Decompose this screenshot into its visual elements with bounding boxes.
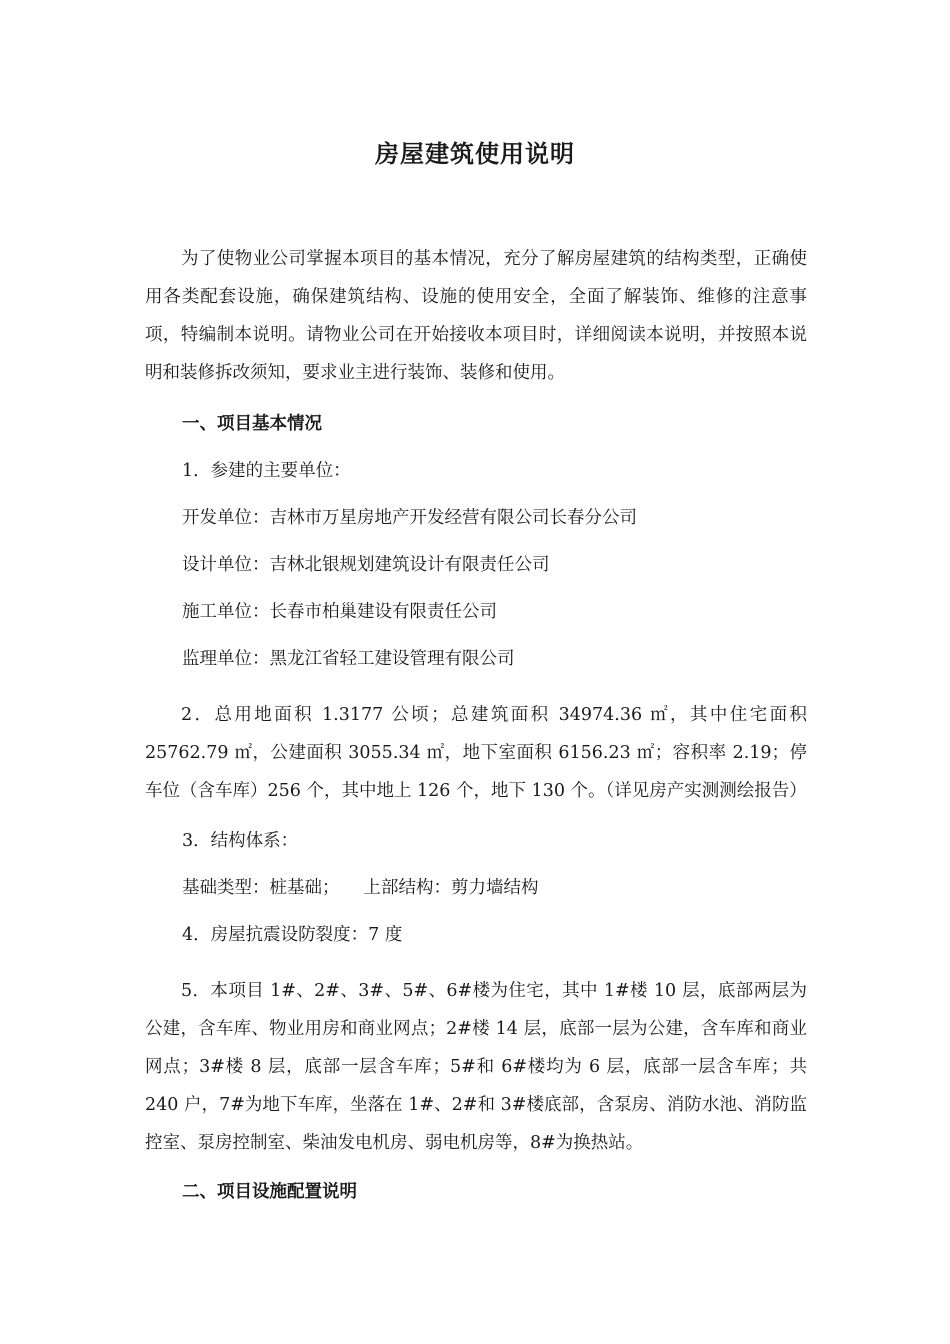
item-2-paragraph: 2．总用地面积 1.3177 公顷；总建筑面积 34974.36 ㎡，其中住宅面积 25762.79 ㎡，公建面积 3055.34 ㎡，地下室面积 6156.23 ㎡；容积率 2.19；停车位（含车库）256 个，其中地上 126 个，地下 130 个。（详见房产实测测绘报告） xyxy=(145,705,807,801)
item-5-paragraph: 5．本项目 1#、2#、3#、5#、6#楼为住宅，其中 1#楼 10 层，底部两层为公建，含车库、物业用房和商业网点；2#楼 14 层，底部一层为公建，含车库和商业网点；3#楼 8 层，底部一层含车库；5#和 6#楼均为 6 层，底部一层含车库；共 240 户，7#为地下车库，坐落在 1#、2#和 3#楼底部，含泵房、消防水池、消防监控室、泵房控制室、柴油发电机房、弱电机房等，8#为换热站。 xyxy=(145,981,807,1153)
section-2-heading: 二、项目设施配置说明 xyxy=(182,1182,357,1202)
designer-line: 设计单位：吉林北银规划建筑设计有限责任公司 xyxy=(182,555,550,575)
developer-line: 开发单位：吉林市万星房地产开发经营有限公司长春分公司 xyxy=(182,508,637,528)
supervisor-line: 监理单位：黑龙江省轻工建设管理有限公司 xyxy=(182,649,515,669)
superstructure-type: 上部结构：剪力墙结构 xyxy=(363,878,539,898)
section-1-heading: 一、项目基本情况 xyxy=(182,414,322,434)
constructor-line: 施工单位：长春市柏巢建设有限责任公司 xyxy=(182,602,497,622)
item-1-label: 1．参建的主要单位： xyxy=(182,461,351,481)
item-3-label: 3．结构体系： xyxy=(182,831,299,851)
item-4-line: 4．房屋抗震设防裂度：7 度 xyxy=(182,925,403,945)
intro-paragraph: 为了使物业公司掌握本项目的基本情况，充分了解房屋建筑的结构类型，正确使用各类配套设施，确保建筑结构、设施的使用安全，全面了解装饰、维修的注意事项，特编制本说明。请物业公司在开始接收本项目时，详细阅读本说明，并按照本说明和装修拆改须知，要求业主进行装饰、装修和使用。 xyxy=(145,249,807,383)
foundation-type: 基础类型：桩基础； xyxy=(182,878,340,898)
document-title: 房屋建筑使用说明 xyxy=(375,140,575,168)
structure-line xyxy=(182,874,539,902)
